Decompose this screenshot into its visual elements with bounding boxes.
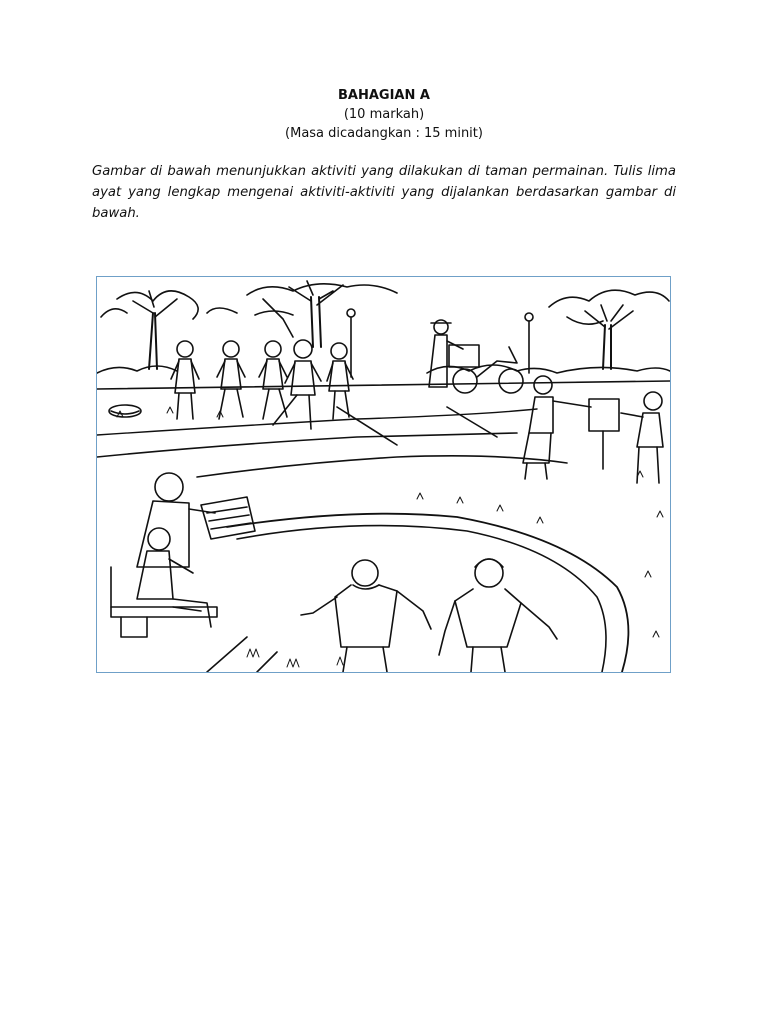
ice-cream-seller xyxy=(429,320,523,393)
park-illustration xyxy=(96,276,671,673)
walkway xyxy=(97,407,628,672)
section-title: BAHAGIAN A xyxy=(338,88,430,103)
children-group xyxy=(171,340,353,429)
section-marks: (10 markah) xyxy=(343,107,425,122)
section-time: (Masa dicadangkan : 15 minit) xyxy=(285,126,483,141)
trash-bin xyxy=(109,405,141,417)
tree-center xyxy=(207,281,397,347)
girl-jogging xyxy=(439,559,557,672)
boy-jogging xyxy=(301,560,431,672)
grandfather-reading xyxy=(137,473,255,567)
instructions-text: Gambar di bawah menunjukkan aktiviti yang dilakukan di taman permainan. Tulis lima ayat yang lengkap mengenai aktiviti-aktiviti yang dijalankan berdasarkan gambar di bawah. xyxy=(92,164,676,221)
bushes xyxy=(97,365,670,389)
children-at-signboard xyxy=(523,376,663,483)
section-header xyxy=(0,86,768,143)
tree-right xyxy=(549,290,669,369)
boy-on-bench xyxy=(137,528,211,627)
grass xyxy=(117,407,663,667)
